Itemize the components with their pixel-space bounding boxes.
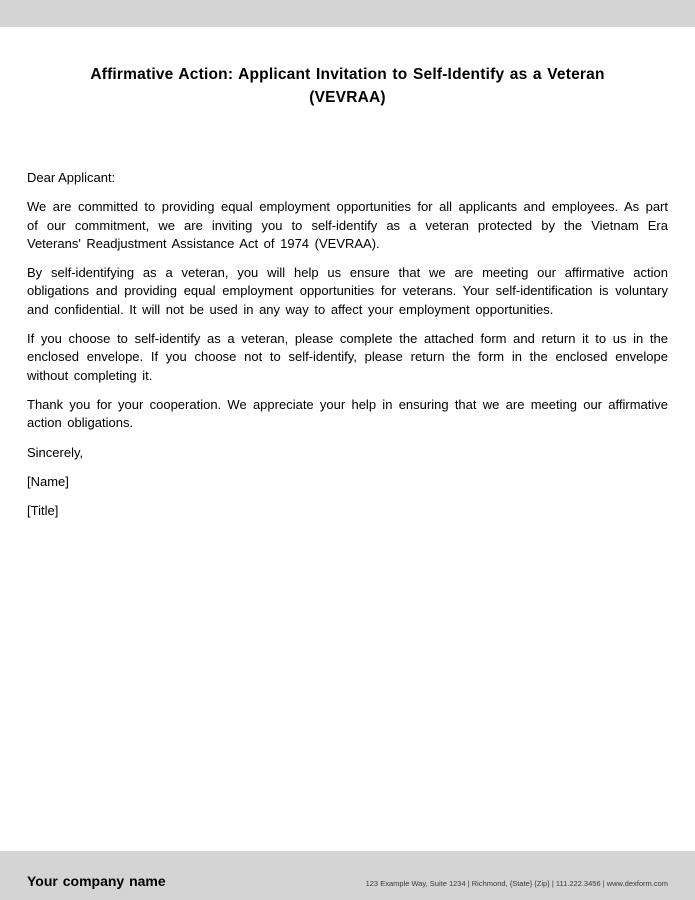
- letter-title-line1: Affirmative Action: Applicant Invitation to Self-Identify as a Veteran: [90, 66, 605, 83]
- footer-company-name: Your company name: [27, 873, 166, 889]
- top-margin-band: [0, 0, 695, 27]
- paragraph-instructions: If you choose to self-identify as a veteran, please complete the attached form and return it to us in the enclosed envelope. If you choose not to self-identify, please return the form in the enclosed envelope without completing it.: [27, 331, 668, 383]
- letter-body: [27, 169, 668, 520]
- letter-title-line2: (VEVRAA): [309, 89, 386, 106]
- salutation: Dear Applicant:: [27, 170, 116, 185]
- paragraph-voluntary: By self-identifying as a veteran, you will help us ensure that we are meeting our affirmative action obligations and providing equal employment opportunities for veterans. Your self-identification is voluntary and confidential. It will not be used in any way to affect your employment opportunities.: [27, 265, 668, 317]
- footer-band: [0, 851, 695, 900]
- paragraph-thanks: Thank you for your cooperation. We appreciate your help in ensuring that we are meeting our affirmative action obligations.: [27, 396, 668, 431]
- closing: Sincerely,: [27, 444, 84, 460]
- signature-name-placeholder: [Name]: [27, 473, 69, 489]
- footer-contact-info: 123 Example Way, Suite 1234 | Richmond, {State} {Zip} | 111.222.3456 | www.dexform.com: [365, 879, 668, 888]
- letter-page: [0, 27, 695, 851]
- letter-title: [27, 63, 668, 109]
- paragraph-commitment: We are committed to providing equal employment opportunities for all applicants and employees. As part of our commitment, we are inviting you to self-identify as a veteran protected by the Vietnam Era Veterans' Readjustment Assistance Act of 1974 (VEVRAA).: [27, 199, 668, 251]
- signature-title-placeholder: [Title]: [27, 503, 59, 519]
